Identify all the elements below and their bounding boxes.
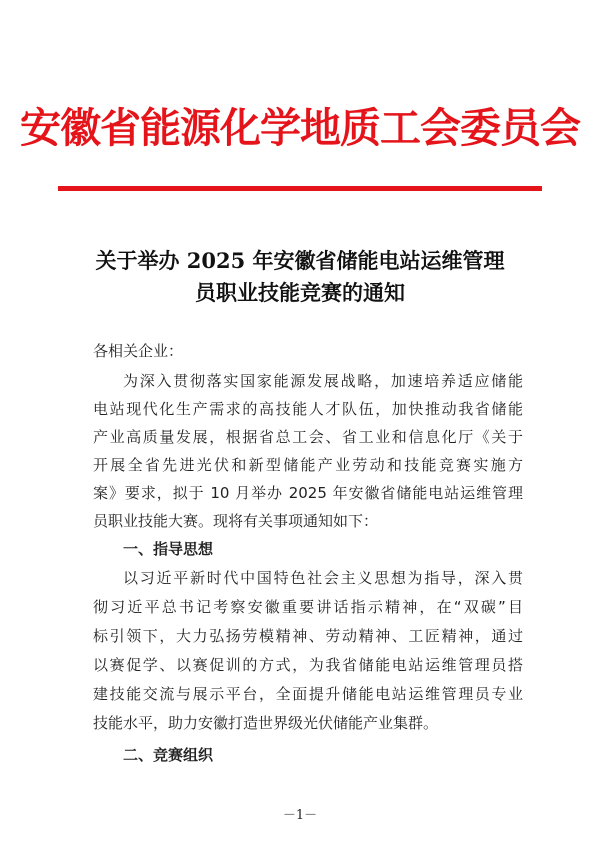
section1-line: 以赛促学、以赛促训的方式，为我省储能电站运维管理员搭 <box>93 656 523 674</box>
notice-title-line-1: 关于举办 2025 年安徽省储能电站运维管理 <box>95 248 505 273</box>
section-heading-guiding-ideology: 一、指导思想 <box>123 540 214 558</box>
intro-line: 为深入贯彻落实国家能源发展战略，加速培养适应储能 <box>123 372 523 390</box>
intro-line: 案》要求，拟于 10 月举办 2025 年安徽省储能电站运维管理 <box>93 484 523 502</box>
section1-line: 技能水平，助力安徽打造世界级光伏储能产业集群。 <box>93 714 439 732</box>
intro-line: 产业高质量发展，根据省总工会、省工业和信息化厅《关于 <box>93 428 523 446</box>
intro-line: 电站现代化生产需求的高技能人才队伍，加快推动我省储能 <box>93 400 523 418</box>
section1-line: 彻习近平总书记考察安徽重要讲话指示精神，在“双碳”目 <box>93 598 523 616</box>
intro-line: 开展全省先进光伏和新型储能产业劳动和技能竞赛实施方 <box>93 456 523 474</box>
section-heading-competition-organization: 二、竞赛组织 <box>123 746 214 764</box>
red-divider <box>58 186 542 191</box>
page-number: －1－ <box>282 808 318 823</box>
notice-title-line-2: 员职业技能竞赛的通知 <box>195 280 405 305</box>
salutation: 各相关企业： <box>93 342 184 360</box>
organization-header: 安徽省能源化学地质工会委员会 <box>20 104 580 152</box>
section1-line: 标引领下，大力弘扬劳模精神、劳动精神、工匠精神，通过 <box>93 627 523 645</box>
section1-line: 建技能交流与展示平台，全面提升储能电站运维管理员专业 <box>93 685 523 703</box>
intro-line: 员职业技能大赛。现将有关事项通知如下： <box>93 512 379 530</box>
section1-line: 以习近平新时代中国特色社会主义思想为指导，深入贯 <box>123 569 523 587</box>
